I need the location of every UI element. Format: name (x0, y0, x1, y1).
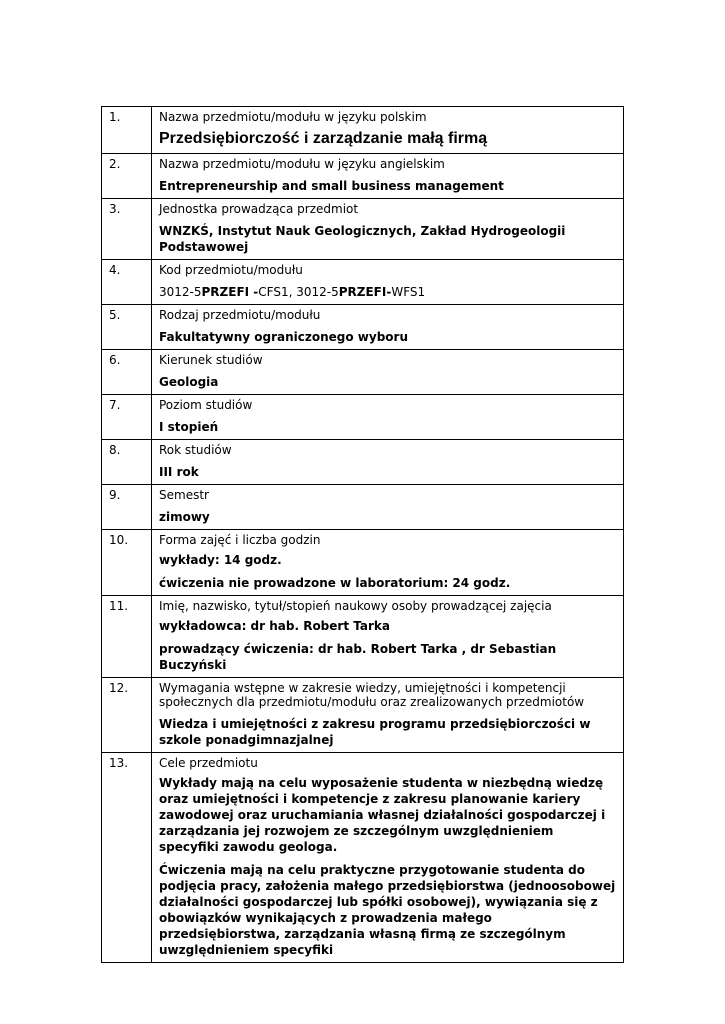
row-content (152, 440, 624, 485)
row-number: 3. (102, 199, 152, 260)
exercises-hours: ćwiczenia nie prowadzone w laboratorium: 24 godz. (159, 576, 511, 590)
lectures-objectives: Wykłady mają na celu wyposażenie studenta w niezbędną wiedzę oraz umiejętności i kompetencje z zakresu planowanie kariery zawodowej oraz uruchamiania własnej działalności gospodarczej i zarządzania jej rozwojem ze szczególnym uwzględnieniem specyfiki zawodu geologa. (159, 776, 606, 854)
table-row (102, 596, 624, 678)
code-part: WFS1 (391, 285, 426, 299)
table-row (102, 395, 624, 440)
table-row (102, 485, 624, 530)
row-content (152, 305, 624, 350)
row-number: 9. (102, 485, 152, 530)
row-label: Semestr (159, 488, 209, 502)
course-code (159, 284, 617, 300)
row-label: Nazwa przedmiotu/modułu w języku angielskim (159, 157, 445, 171)
study-level-value: I stopień (159, 420, 219, 434)
row-content (152, 530, 624, 596)
table-row (102, 440, 624, 485)
table-row (102, 107, 624, 154)
table-row (102, 678, 624, 753)
field-of-study-value: Geologia (159, 375, 219, 389)
table-row (102, 305, 624, 350)
unit-value: WNZKŚ, Instytut Nauk Geologicznych, Zakład Hydrogeologii Podstawowej (159, 224, 566, 254)
row-label: Nazwa przedmiotu/modułu w języku polskim (159, 110, 427, 124)
course-title-pl: Przedsiębiorczość i zarządzanie małą firmą (159, 130, 488, 147)
prerequisites-value: Wiedza i umiejętności z zakresu programu przedsiębiorczości w szkole ponadgimnazjalnej (159, 717, 591, 747)
table-row (102, 199, 624, 260)
lectures-hours: wykłady: 14 godz. (159, 553, 282, 567)
row-label: Rodzaj przedmiotu/modułu (159, 308, 321, 322)
course-title-en: Entrepreneurship and small business management (159, 179, 504, 193)
course-type-value: Fakultatywny ograniczonego wyboru (159, 330, 408, 344)
row-number: 12. (102, 678, 152, 753)
row-content (152, 485, 624, 530)
row-label: Jednostka prowadząca przedmiot (159, 202, 359, 216)
row-label: Cele przedmiotu (159, 756, 258, 770)
row-label: Poziom studiów (159, 398, 253, 412)
row-label: Kierunek studiów (159, 353, 263, 367)
row-content (152, 350, 624, 395)
row-number: 1. (102, 107, 152, 154)
row-content (152, 596, 624, 678)
row-content (152, 154, 624, 199)
row-label: Rok studiów (159, 443, 232, 457)
row-content (152, 199, 624, 260)
row-number: 11. (102, 596, 152, 678)
row-label: Wymagania wstępne w zakresie wiedzy, umiejętności i kompetencji społecznych dla przedmiotu/modułu oraz zrealizowanych przedmiotów (159, 681, 585, 709)
row-number: 2. (102, 154, 152, 199)
row-content (152, 753, 624, 963)
row-number: 5. (102, 305, 152, 350)
row-number: 4. (102, 260, 152, 305)
row-number: 8. (102, 440, 152, 485)
row-label: Imię, nazwisko, tytuł/stopień naukowy osoby prowadzącej zajęcia (159, 599, 552, 613)
row-content (152, 395, 624, 440)
semester-value: zimowy (159, 510, 210, 524)
row-number: 13. (102, 753, 152, 963)
code-part: CFS1, 3012-5 (258, 285, 339, 299)
table-row (102, 350, 624, 395)
table-row (102, 530, 624, 596)
lecturer-value: wykładowca: dr hab. Robert Tarka (159, 619, 390, 633)
study-year-value: III rok (159, 465, 199, 479)
row-number: 10. (102, 530, 152, 596)
row-content (152, 107, 624, 154)
table-row (102, 260, 624, 305)
row-content (152, 678, 624, 753)
exercises-instructors-value: prowadzący ćwiczenia: dr hab. Robert Tarka , dr Sebastian Buczyński (159, 642, 557, 672)
code-part-bold: PRZEFI- (338, 285, 392, 299)
code-part: 3012-5 (159, 285, 202, 299)
table-row (102, 753, 624, 963)
row-label: Forma zajęć i liczba godzin (159, 533, 321, 547)
exercises-objectives: Ćwiczenia mają na celu praktyczne przygotowanie studenta do podjęcia pracy, założenia małego przedsiębiorstwa (jednoosobowej działalności gospodarczej lub spółki osobowej), wywiązania się z obowiązków wynikających z prowadzenia małego przedsiębiorstwa, zarządzania własną firmą ze szczególnym uwzględnieniem specyfiki (159, 863, 616, 957)
row-label: Kod przedmiotu/modułu (159, 263, 303, 277)
table-row (102, 154, 624, 199)
row-content (152, 260, 624, 305)
code-part-bold: PRZEFI - (201, 285, 259, 299)
row-number: 6. (102, 350, 152, 395)
row-number: 7. (102, 395, 152, 440)
syllabus-table (101, 106, 624, 963)
